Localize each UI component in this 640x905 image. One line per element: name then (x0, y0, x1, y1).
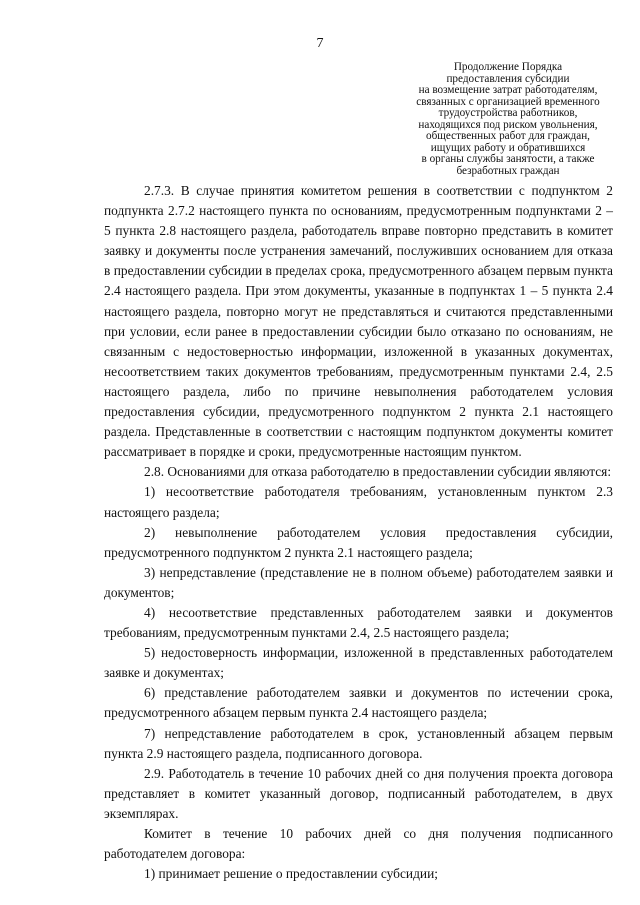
list-item: 7) непредставление работодателем в срок, установленный абзацем первым пункта 2.9 настоящего раздела, подписанного договора. (104, 725, 613, 761)
header-line: Продолжение Порядка (453, 61, 563, 73)
paragraph-2-9: 2.9. Работодатель в течение 10 рабочих дней со дня получения проекта договора представляет в комитет указанный договор, подписанный работодателем, в двух экземплярах. (104, 765, 613, 821)
header-line: безработных граждан (456, 164, 560, 177)
list-item: 1) принимает решение о предоставлении субсидии; (144, 866, 438, 882)
paragraph-2-8: 2.8. Основаниями для отказа работодателю в предоставлении субсидии являются: (144, 464, 612, 480)
header-line: предоставления субсидии (446, 72, 570, 85)
paragraph-committee: Комитет в течение 10 рабочих дней со дня получения подписанного работодателем договора: (104, 826, 613, 862)
list-item: 2) невыполнение работодателем условия предоставления субсидии, предусмотренного подпунктом 2 пункта 2.1 настоящего раздела; (104, 524, 613, 560)
list-item: 4) несоответствие представленных работодателем заявки и документов требованиям, предусмотренным пунктами 2.4, 2.5 настоящего раздела; (104, 604, 613, 641)
list-item: 6) представление работодателем заявки и документов по истечении срока, предусмотренного абзацем первым пункта 2.4 настоящего раздела; (104, 685, 613, 721)
list-item: 3) непредставление (представление не в полном объеме) работодателем заявки и документов; (104, 564, 613, 600)
header-line: общественных работ для граждан, (426, 130, 590, 142)
page-number: 7 (316, 36, 324, 51)
list-item: 5) недостоверность информации, изложенной в представленных работодателем заявке и документах; (104, 645, 613, 681)
paragraph-2-7-3: 2.7.3. В случае принятия комитетом решения в соответствии с подпунктом 2 подпункта 2.7.2 настоящего пункта по основаниям, предусмотренным подпунктами 2 – 5 пункта 2.8 настоящего раздела, работодатель вправе повторно представить в комитет заявку и документы после устранения замечаний, послуживших основанием для отказа в предоставлении субсидии в пределах срока, предусмотренного абзацем первым пункта 2.4 настоящего раздела. При этом документы, указанные в подпунктах 1 – 5 пункта 2.4 настоящего раздела, повторно могут не представляться и считаются представленными при условии, если ранее в предоставлении субсидии было отказано по основаниям, не связанным с недостоверностью информации, изложенной в указанных документах, несоответствием таких документов требованиям, предусмотренным пунктами 2.4, 2.5 настоящего раздела, либо по причине невыполнения работодателем условия предоставления субсидии, предусмотренного подпунктом 2 пункта 2.1 настоящего раздела. Представленные в соответствии с настоящим подпунктом документы комитет рассматривает в порядке и сроки, предусмотренные настоящим пунктом. (104, 183, 613, 460)
header-line: трудоустройства работников, (438, 107, 578, 119)
document-body (104, 181, 613, 884)
list-item: 1) несоответствие работодателя требованиям, установленным пунктом 2.3 настоящего раздела; (104, 484, 613, 520)
document-header (392, 62, 624, 177)
header-line: ищущих работу и обратившихся (430, 141, 586, 154)
header-line: находящихся под риском увольнения, (418, 118, 598, 131)
header-line: на возмещение затрат работодателям, (418, 84, 598, 96)
header-line: связанных с организацией временного (416, 95, 600, 108)
header-line: в органы службы занятости, а также (421, 153, 595, 165)
